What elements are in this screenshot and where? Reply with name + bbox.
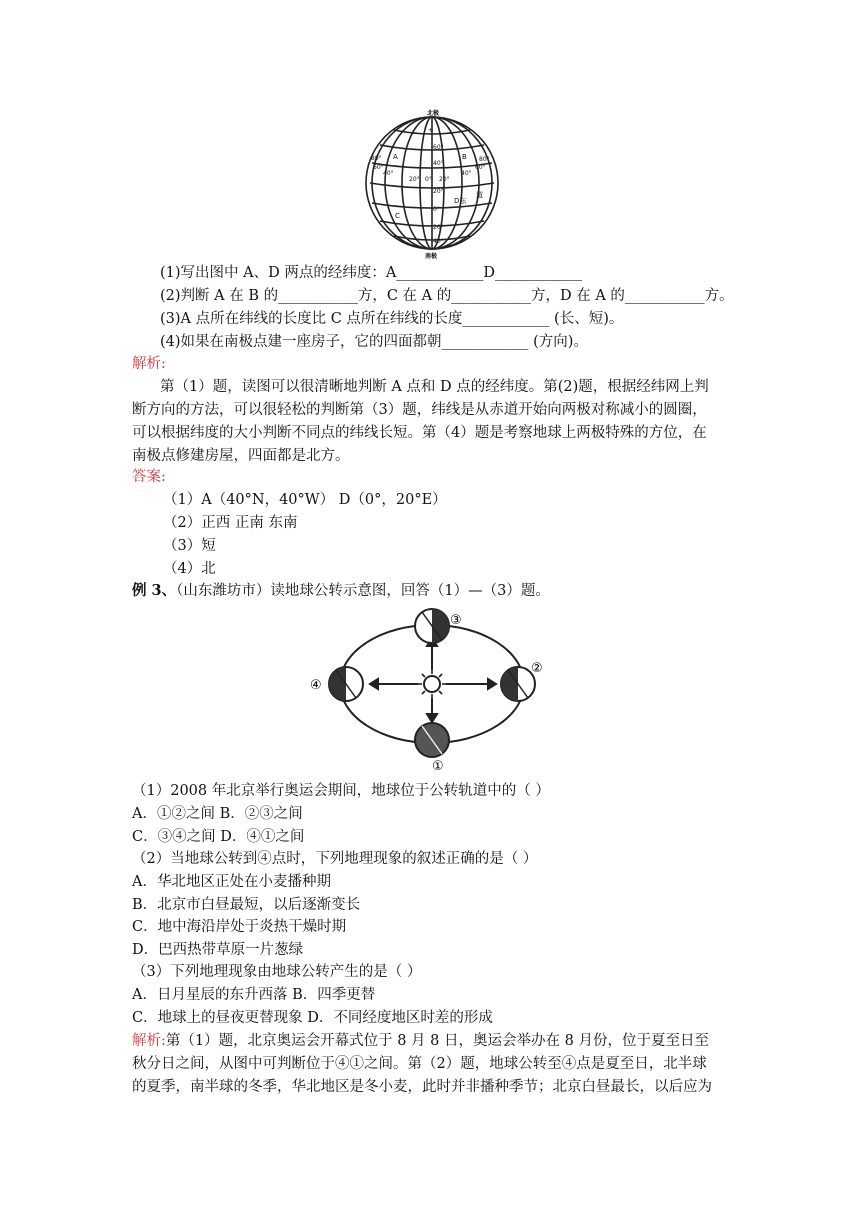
q1-answer-label: 答案: xyxy=(132,469,166,485)
orbit-label-3: ③ xyxy=(450,613,462,628)
ex3-line-9: （3）下列地理现象由地球公转产生的是（ ） xyxy=(132,964,422,980)
globe-label-a: A xyxy=(393,153,398,161)
q1-answer-4: （4）北 xyxy=(163,561,216,577)
graticule-globe-diagram xyxy=(355,105,515,260)
deg-9: 40° xyxy=(461,170,472,177)
deg-4: 40° xyxy=(383,170,394,177)
q1-analysis-line-3: 可以根据纬度的大小判断不同点的纬线长短。第（4）题是考察地球上两极特殊的方位，在 xyxy=(132,425,707,441)
ex3-analysis-line-2: 秋分日之间，从图中可判断位于④①之间。第（2）题，地球公转至④点是夏至日，北半球 xyxy=(132,1056,707,1072)
ex3-line-11: C．地球上的昼夜更替现象 D．不同经度地区时差的形成 xyxy=(132,1010,493,1026)
q1-answer-3: （3）短 xyxy=(163,538,216,554)
ex3-line-8: D．巴西热带草原一片葱绿 xyxy=(132,942,304,958)
globe-label-d-east: D东 xyxy=(454,197,467,205)
q1-analysis-line-4: 南极点修建房屋，四面都是北方。 xyxy=(132,448,350,464)
ex3-line-6: B．北京市白昼最短，以后逐渐变长 xyxy=(132,897,361,913)
sun-icon xyxy=(418,670,446,698)
q1-answer-1: （1）A（40°N，40°W） D（0°，20°E） xyxy=(163,492,447,508)
q1-analysis-label: 解析: xyxy=(132,356,166,372)
deg-15: 40° xyxy=(433,238,444,245)
globe-label-b: B xyxy=(462,153,467,161)
q1-analysis-line-2: 断方向的方法，可以很轻松的判断第（3）题，纬线是从赤道开始向两极对称减小的圆圈， xyxy=(132,402,707,418)
orbit-label-2: ② xyxy=(531,661,543,676)
ex3-line-1: （1）2008 年北京举行奥运会期间，地球位于公转轨道中的（ ） xyxy=(132,783,550,799)
earth-position-4 xyxy=(329,667,363,701)
q1-item-2: (2)判断 A 在 B 的___________方，C 在 A 的___________方，D 在 A 的___________方。 xyxy=(160,288,734,304)
q1-item-4: (4)如果在南极点建一座房子，它的四面都朝____________ (方向)。 xyxy=(160,334,588,350)
ex3-line-5: A．华北地区正处在小麦播种期 xyxy=(132,874,331,890)
ex3-line-4: （2）当地球公转到④点时，下列地理现象的叙述正确的是（ ） xyxy=(132,851,538,867)
ex3-line-2: A．①②之间 B．②③之间 xyxy=(132,806,303,822)
ex3-analysis-label: 解析: xyxy=(132,1033,166,1049)
deg-7: 0° xyxy=(425,176,432,183)
q1-answer-2: （2）正西 正南 东南 xyxy=(163,515,298,531)
example3-title-bold: 例 3、 xyxy=(132,582,177,599)
south-pole-label: 南极 xyxy=(425,253,438,260)
globe-label-equator: 道 xyxy=(476,191,483,199)
deg-3: 60° xyxy=(433,144,444,151)
orbit-label-4: ④ xyxy=(310,678,322,693)
earth-orbit-diagram xyxy=(300,600,560,775)
globe-label-c: C xyxy=(395,212,400,220)
svg-text:+: + xyxy=(428,127,434,134)
north-pole-label: 北极 xyxy=(427,110,440,117)
orbit-label-1: ① xyxy=(432,759,444,774)
deg-1: 80° xyxy=(371,155,382,162)
deg-10: 60° xyxy=(475,164,486,171)
deg-5: 40° xyxy=(433,160,444,167)
earth-position-1 xyxy=(415,723,449,757)
q1-item-3: (3)A 点所在纬线的长度比 C 点所在纬线的长度____________ (长、短)。 xyxy=(160,311,624,327)
q1-analysis-line-1: 第（1）题，读图可以很清晰地判断 A 点和 D 点的经纬度。第(2)题，根据经纬网上判 xyxy=(160,379,709,395)
example3-title xyxy=(132,580,550,602)
deg-13: 0° xyxy=(433,206,440,213)
q1-item-1: (1)写出图中 A、D 两点的经纬度：A____________D____________ xyxy=(160,265,582,281)
deg-8: 20° xyxy=(439,176,450,183)
ex3-line-3: C．③④之间 D．④①之间 xyxy=(132,829,305,845)
ex3-line-10: A．日月星辰的东升西落 B．四季更替 xyxy=(132,987,376,1003)
ex3-line-7: C．地中海沿岸处于炎热干燥时期 xyxy=(132,919,347,935)
deg-14: 20° xyxy=(433,224,444,231)
ex3-analysis-line-1: 第（1）题，北京奥运会开幕式位于 8 月 8 日，奥运会举办在 8 月份，位于夏至日至 xyxy=(165,1033,709,1049)
deg-12: 20° xyxy=(433,188,444,195)
deg-2: 60° xyxy=(373,164,384,171)
earth-position-3 xyxy=(415,609,449,643)
earth-position-2 xyxy=(501,667,535,701)
example3-title-rest: （山东潍坊市）读地球公转示意图，回答（1）—（3）题。 xyxy=(176,583,550,599)
ex3-analysis-line-3: 的夏季，南半球的冬季，华北地区是冬小麦，此时并非播种季节；北京白昼最长，以后应为 xyxy=(132,1079,712,1095)
deg-6: 20° xyxy=(409,176,420,183)
ex3-analysis-first xyxy=(132,1030,709,1052)
deg-11: 80° xyxy=(479,156,490,163)
